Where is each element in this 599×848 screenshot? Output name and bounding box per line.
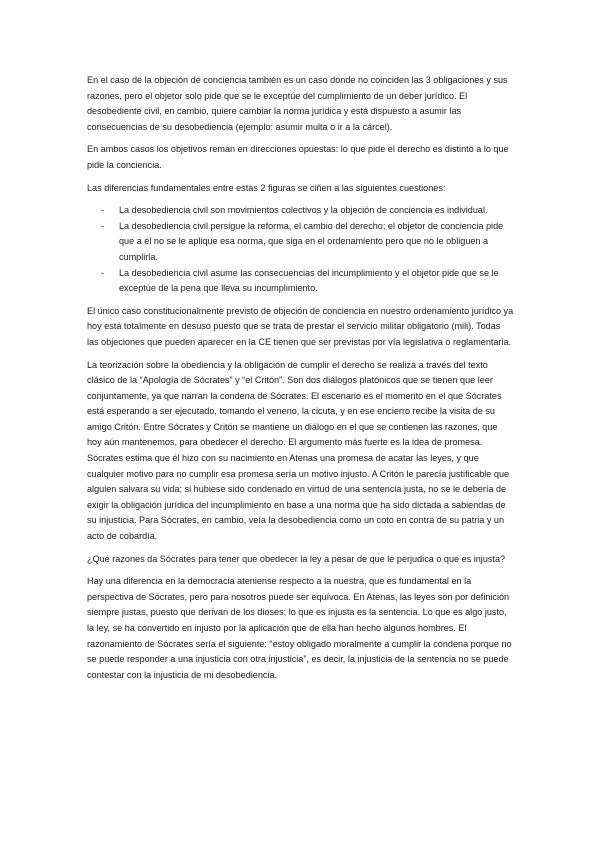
paragraph-socrates-criton: La teorización sobre la obediencia y la obligación de cumplir el derecho se realiza a través del texto clásico de la “Apología de Sócrates” y “el Critón”. Son dos diálogos platónicos que se tienen que leer conjuntamente, ya que narran la condena de Sócrates. El escenario es el momento en el que Sócrates está esperando a ser ejecutado, tomando el veneno, la cicuta, y en ese encierro recibe la visita de su amigo Critón. Entre Sócrates y Critón se mantiene un diálogo en el que se contienen las razones, que hoy aún mantenemos, para obedecer el derecho. El argumento más fuerte es la idea de promesa. Sócrates estima que él hizo con su nacimiento en Atenas una promesa de acatar las leyes, y que cualquier motivo para no cumplir esa promesa sería un motivo injusto. A Critón le parecía justificable que alguien salvara su vida; si hubiese sido condenado en virtud de una sentencia justa, no se le debería de exigir la obligación jurídica del incumplimiento en base a una norma que ha sido dictada a sabiendas de su injusticia. Para Sócrates, en cambio, veía la desobediencia como un coto en contra de su patria y un acto de cobardía. <box>87 359 510 542</box>
paragraph-democracia-ateniense: Hay una diferencia en la democracia ateniense respecto a la nuestra, que es fundamental en la perspectiva de Sócrates, pero para nosotros puede ser equívoca. En Atenas, las leyes son por definición siempre justas, puesto que derivan de los dioses; lo que es injusta es la sentencia. Lo que es algo justo, la ley, se ha convertido en injusto por la aplicación que de ella han hecho algunos hombres. El razonamiento de Sócrates sería el siguiente: “estoy obligado moralmente a cumplir la condena porque no se puede responder a una injusticia con otra injusticia”, es decir, la injusticia de la sentencia no se puede contestar con la injusticia de mi desobediencia. <box>87 576 512 680</box>
list-item-text: La desobediencia civil asume las consecuencias del incumplimiento y el objetor pide que se le exceptúe de la pena que lleva su incumplimiento. <box>119 267 499 294</box>
paragraph-caso-constitucional: El único caso constitucionalmente previsto de objeción de conciencia en nuestro ordenamiento jurídico ya hoy está totalmente en desuso puesto que se trata de prestar el servicio militar obligatorio (mili). Todas las objeciones que pueden aparecer en la CE tienen que ser previstas por vía legislativa o reglamentaria. <box>87 305 514 347</box>
list-item <box>87 219 514 266</box>
paragraph-diferencias-intro: Las diferencias fundamentales entre estas 2 figuras se ciñen a las siguientes cuestiones: <box>87 182 446 193</box>
paragraph-objecion-conciencia: En el caso de la objeción de conciencia también es un caso donde no coinciden las 3 obligaciones y sus razones, pero el objetor solo pide que se le exceptúe del cumplimiento de un deber jurídico. El desobediente civil, en cambio, quiere cambiar la norma jurídica y está dispuesto a asumir las consecuencias de su desobediencia (ejemplo: asumir multa o ir a la cárcel). <box>87 75 508 132</box>
paragraph-pregunta: ¿Qué razones da Sócrates para tener que obedecer la ley a pesar de que le perjudica o que es injusta? <box>87 553 506 564</box>
bullet-dash: - <box>101 205 105 216</box>
list-item-text: La desobediencia civil persigue la reforma, el cambio del derecho; el objetor de conciencia pide que a él no se le aplique esa norma, que siga en el ordenamiento pero que no le obliguen a cumplirla. <box>119 220 504 262</box>
list-item <box>87 266 514 297</box>
list-item <box>87 203 514 219</box>
differences-list <box>87 203 514 297</box>
bullet-dash: - <box>101 220 105 231</box>
bullet-dash: - <box>101 267 105 278</box>
document-body <box>87 73 514 690</box>
paragraph-objetivos-opuestos: En ambos casos los objetivos reman en direcciones opuestas: lo que pide el derecho es distinto a lo que pide la conciencia. <box>87 144 509 170</box>
list-item-text: La desobediencia civil son movimientos colectivos y la objeción de conciencia es individual. <box>119 205 488 216</box>
